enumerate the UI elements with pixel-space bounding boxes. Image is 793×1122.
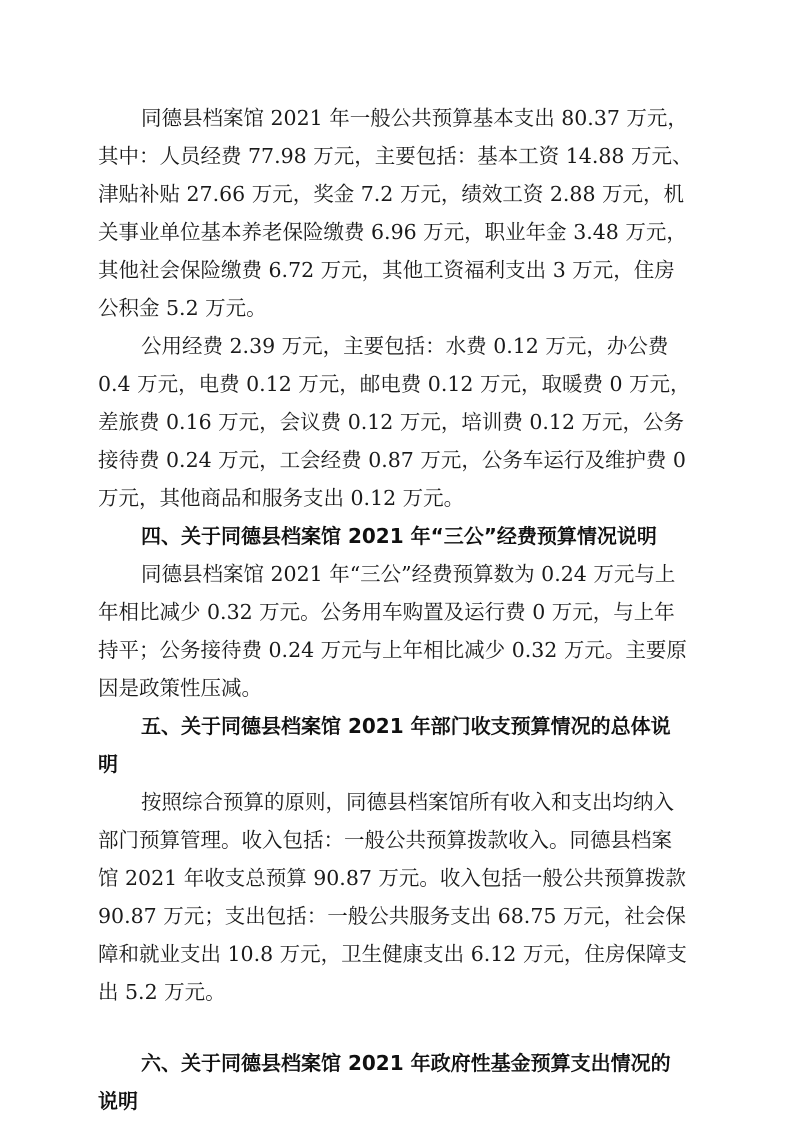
paragraph-line: 出 5.2 万元。 xyxy=(98,980,226,1004)
paragraph-line: 0.4 万元，电费 0.12 万元，邮电费 0.12 万元，取暖费 0 万元， xyxy=(98,372,691,396)
section-heading: 五、关于同德县档案馆 2021 年部门收支预算情况的总体说 xyxy=(141,714,671,738)
section-heading: 四、关于同德县档案馆 2021 年“三公”经费预算情况说明 xyxy=(141,524,657,548)
paragraph-line: 部门预算管理。收入包括：一般公共预算拨款收入。同德县档案 xyxy=(98,828,672,852)
paragraph-line: 关事业单位基本养老保险缴费 6.96 万元，职业年金 3.48 万元， xyxy=(98,220,687,244)
paragraph-line: 同德县档案馆 2021 年一般公共预算基本支出 80.37 万元， xyxy=(141,106,688,130)
paragraph-line: 差旅费 0.16 万元，会议费 0.12 万元，培训费 0.12 万元，公务 xyxy=(98,410,685,434)
paragraph-line: 持平；公务接待费 0.24 万元与上年相比减少 0.32 万元。主要原 xyxy=(98,638,687,662)
paragraph-line: 万元，其他商品和服务支出 0.12 万元。 xyxy=(98,486,465,510)
paragraph-line: 其他社会保险缴费 6.72 万元，其他工资福利支出 3 万元，住房 xyxy=(98,258,675,282)
paragraph-line: 因是政策性压减。 xyxy=(98,676,262,700)
paragraph-line: 年相比减少 0.32 万元。公务用车购置及运行费 0 万元，与上年 xyxy=(98,600,675,624)
section-heading: 六、关于同德县档案馆 2021 年政府性基金预算支出情况的 xyxy=(141,1051,671,1075)
paragraph-line: 接待费 0.24 万元，工会经费 0.87 万元，公务车运行及维护费 0 xyxy=(98,448,686,472)
section-heading-continuation: 明 xyxy=(98,752,118,776)
paragraph-line: 公积金 5.2 万元。 xyxy=(98,296,267,320)
paragraph-line: 馆 2021 年收支总预算 90.87 万元。收入包括一般公共预算拨款 xyxy=(98,866,686,890)
paragraph-line: 障和就业支出 10.8 万元，卫生健康支出 6.12 万元，住房保障支 xyxy=(98,942,687,966)
paragraph-line: 90.87 万元；支出包括：一般公共服务支出 68.75 万元，社会保 xyxy=(98,904,686,928)
paragraph-line: 按照综合预算的原则，同德县档案馆所有收入和支出均纳入 xyxy=(141,790,674,814)
paragraph-line: 同德县档案馆 2021 年“三公”经费预算数为 0.24 万元与上 xyxy=(141,562,676,586)
paragraph-line: 公用经费 2.39 万元，主要包括：水费 0.12 万元，办公费 xyxy=(141,334,669,358)
paragraph-line: 其中：人员经费 77.98 万元，主要包括：基本工资 14.88 万元、 xyxy=(98,144,693,168)
paragraph-line: 津贴补贴 27.66 万元，奖金 7.2 万元，绩效工资 2.88 万元，机 xyxy=(98,182,685,206)
section-heading-continuation: 说明 xyxy=(98,1089,138,1113)
